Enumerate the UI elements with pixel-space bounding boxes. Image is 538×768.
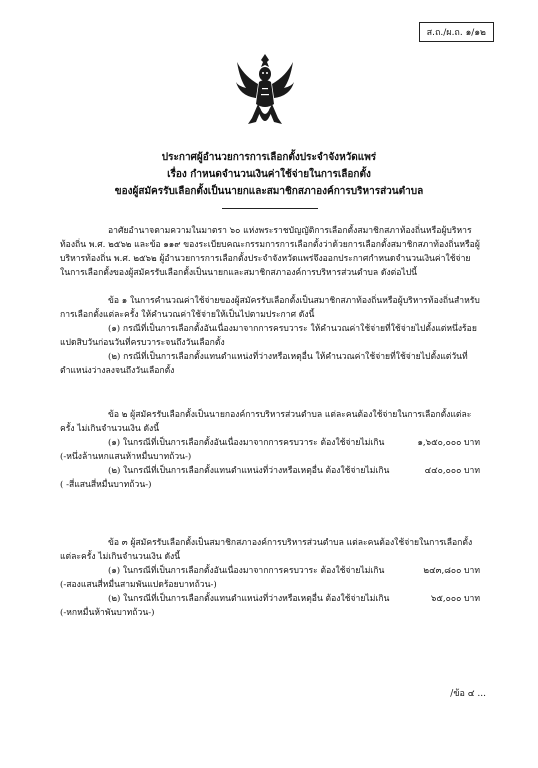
clause-3-item-2 — [60, 592, 480, 606]
clause-3-head: ข้อ ๓ ผู้สมัครรับเลือกตั้งเป็นสมาชิกสภาองค์การบริหารส่วนตำบล แต่ละคนต้องใช้จ่ายในการเลือกตั้ง แต่ละครั้ง ไม่เกินจำนวนเงิน ดังนี้ — [60, 538, 473, 562]
clause-2-item-2 — [60, 464, 480, 478]
clause-2-item-2-amount: ๔๔๐,๐๐๐ บาท — [424, 466, 480, 476]
clause-2-item-2-words: ( -สี่แสนสี่หมื่นบาทถ้วน-) — [60, 480, 152, 490]
clause-2-item-1-text: (๑) ในกรณีที่เป็นการเลือกตั้งอันเนื่องมาจากการครบวาระ ต้องใช้จ่ายไม่เกิน — [108, 438, 385, 448]
intro-text: อาศัยอำนาจตามความในมาตรา ๖๐ แห่งพระราชบัญญัติการเลือกตั้งสมาชิกสภาท้องถิ่นหรือผู้บริหารท้องถิ่น พ.ศ. ๒๕๖๒ และข้อ ๑๑๙ ของระเบียบคณะกรรมการการเลือกตั้งว่าด้วยการเลือกตั้งสมาชิกสภาท้องถิ่นหรือผู้บริหารท้องถิ่น พ.ศ. ๒๕๖๒ ผู้อำนวยการการเลือกตั้งประจำจังหวัดแพร่จึงออกประกาศกำหนดจำนวนเงินค่าใช้จ่ายในการเลือกตั้งของผู้สมัครรับเลือกตั้งเป็นนายกและสมาชิกสภาองค์การบริหารส่วนตำบล ดังต่อไปนี้ — [60, 226, 480, 278]
clause-3-item-1-amount: ๒๔๓,๘๐๐ บาท — [423, 566, 480, 576]
clause-3-item-2-amount: ๖๕,๐๐๐ บาท — [430, 594, 480, 604]
garuda-emblem-icon — [234, 52, 296, 134]
clause-2 — [60, 408, 480, 492]
clause-2-item-2-text: (๒) ในกรณีที่เป็นการเลือกตั้งแทนตำแหน่งที่ว่างหรือเหตุอื่น ต้องใช้จ่ายไม่เกิน — [108, 466, 390, 476]
title-line-2: เรื่อง กำหนดจำนวนเงินค่าใช้จ่ายในการเลือกตั้ง — [167, 169, 371, 180]
title-line-3: ของผู้สมัครรับเลือกตั้งเป็นนายกและสมาชิกสภาองค์การบริหารส่วนตำบล — [114, 186, 424, 197]
form-code-box: ส.ถ./ผ.ถ. ๑/๑๒ — [419, 22, 494, 42]
continuation-note: /ข้อ ๔ ... — [450, 689, 486, 699]
clause-2-item-1-words: (-หนึ่งล้านหกแสนห้าหมื่นบาทถ้วน-) — [60, 452, 192, 462]
intro-paragraph — [60, 224, 480, 280]
title-divider — [222, 208, 318, 209]
clause-2-item-1-amount: ๑,๖๕๐,๐๐๐ บาท — [417, 438, 480, 448]
clause-1-item-2: (๒) กรณีที่เป็นการเลือกตั้งแทนตำแหน่งที่ว่างหรือเหตุอื่น ให้คำนวณค่าใช้จ่ายที่ใช้จ่ายไปตั้งแต่วันที่ตำแหน่งว่างลงจนถึงวันเลือกตั้ง — [60, 352, 468, 376]
clause-3-item-1 — [60, 564, 480, 578]
clause-1 — [60, 294, 480, 378]
clause-3-item-2-text: (๒) ในกรณีที่เป็นการเลือกตั้งแทนตำแหน่งที่ว่างหรือเหตุอื่น ต้องใช้จ่ายไม่เกิน — [108, 594, 390, 604]
clause-2-head: ข้อ ๒ ผู้สมัครรับเลือกตั้งเป็นนายกองค์การบริหารส่วนตำบล แต่ละคนต้องใช้จ่ายในการเลือกตั้งแต่ละครั้ง ไม่เกินจำนวนเงิน ดังนี้ — [60, 410, 472, 434]
clause-1-item-1: (๑) กรณีที่เป็นการเลือกตั้งอันเนื่องมาจากการครบวาระ ให้คำนวณค่าใช้จ่ายที่ใช้จ่ายไปตั้งแต่หนึ่งร้อยแปดสิบวันก่อนวันที่ครบวาระจนถึงวันเลือกตั้ง — [60, 324, 477, 348]
clause-3-item-1-words: (-สองแสนสี่หมื่นสามพันแปดร้อยบาทถ้วน-) — [60, 580, 217, 590]
clause-3-item-1-text: (๑) ในกรณีที่เป็นการเลือกตั้งอันเนื่องมาจากการครบวาระ ต้องใช้จ่ายไม่เกิน — [108, 566, 385, 576]
clause-3 — [60, 536, 480, 620]
clause-3-item-2-words: (-หกหมื่นห้าพันบาทถ้วน-) — [60, 608, 155, 618]
clause-2-item-1 — [60, 436, 480, 450]
title-line-1: ประกาศผู้อำนวยการการเลือกตั้งประจำจังหวัดแพร่ — [161, 152, 377, 163]
clause-1-head: ข้อ ๑ ในการคำนวณค่าใช้จ่ายของผู้สมัครรับเลือกตั้งเป็นสมาชิกสภาท้องถิ่นหรือผู้บริหารท้องถิ่นสำหรับการเลือกตั้งแต่ละครั้ง ให้คำนวณค่าใช้จ่ายให้เป็นไปตามประกาศ ดังนี้ — [60, 296, 480, 320]
